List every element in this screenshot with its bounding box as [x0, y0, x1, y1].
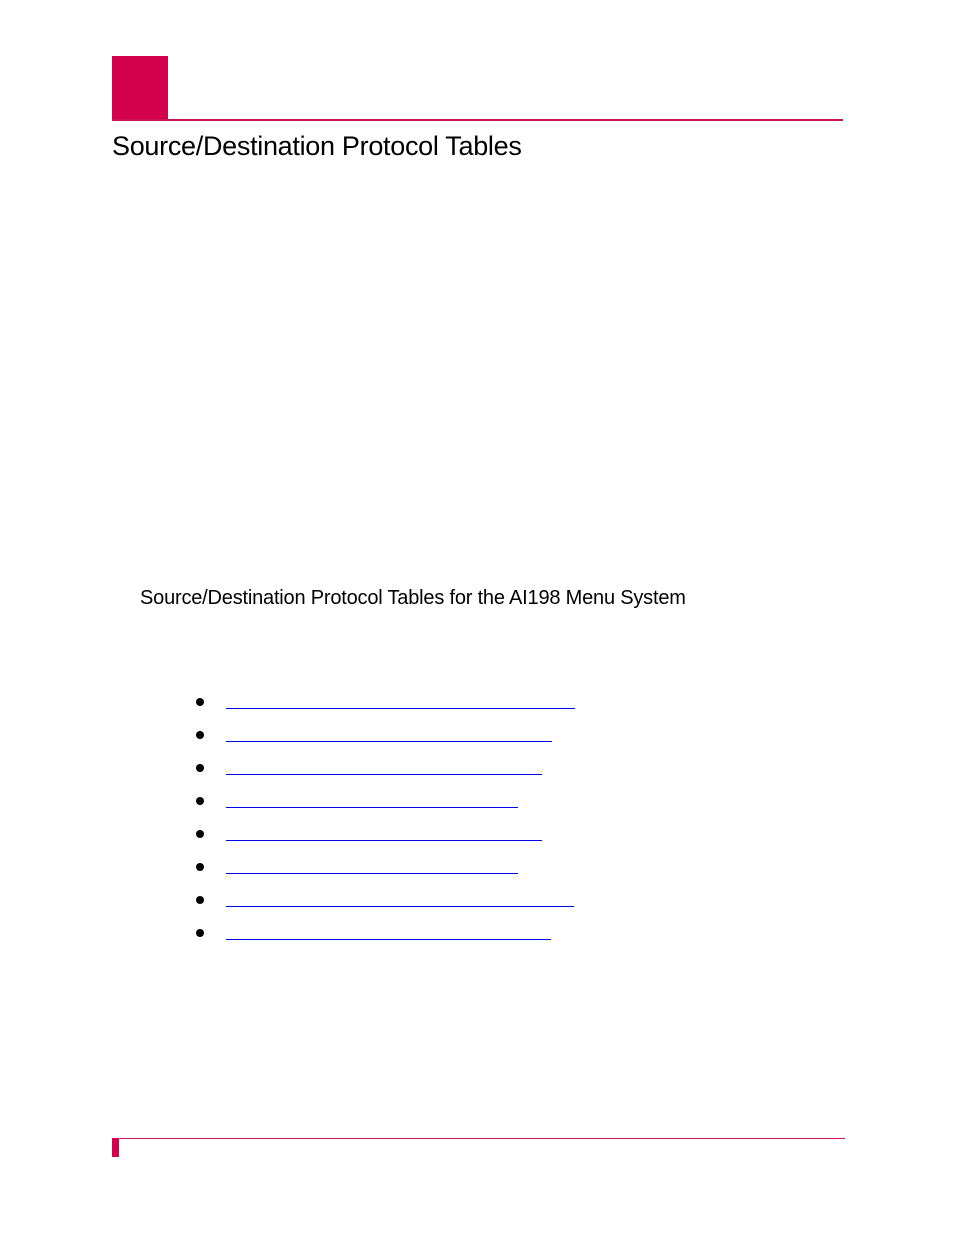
table-link[interactable] — [226, 708, 575, 709]
table-link[interactable] — [226, 873, 518, 874]
page-title: Source/Destination Protocol Tables — [112, 131, 522, 161]
header-rule — [112, 119, 843, 121]
bullet-icon — [196, 797, 204, 805]
table-link[interactable] — [226, 741, 552, 742]
bullet-icon — [196, 896, 204, 904]
table-link[interactable] — [226, 807, 518, 808]
bullet-icon — [196, 929, 204, 937]
bullet-icon — [196, 731, 204, 739]
footer-rule — [119, 1138, 845, 1139]
bullet-icon — [196, 764, 204, 772]
table-link[interactable] — [226, 774, 542, 775]
bullet-icon — [196, 698, 204, 706]
chapter-tab-block — [112, 56, 168, 120]
bullet-icon — [196, 830, 204, 838]
table-link[interactable] — [226, 906, 574, 907]
footer-mark — [112, 1138, 119, 1157]
table-link[interactable] — [226, 840, 542, 841]
section-heading: Source/Destination Protocol Tables for the AI198 Menu System — [140, 587, 686, 609]
table-link[interactable] — [226, 939, 551, 940]
bullet-icon — [196, 863, 204, 871]
